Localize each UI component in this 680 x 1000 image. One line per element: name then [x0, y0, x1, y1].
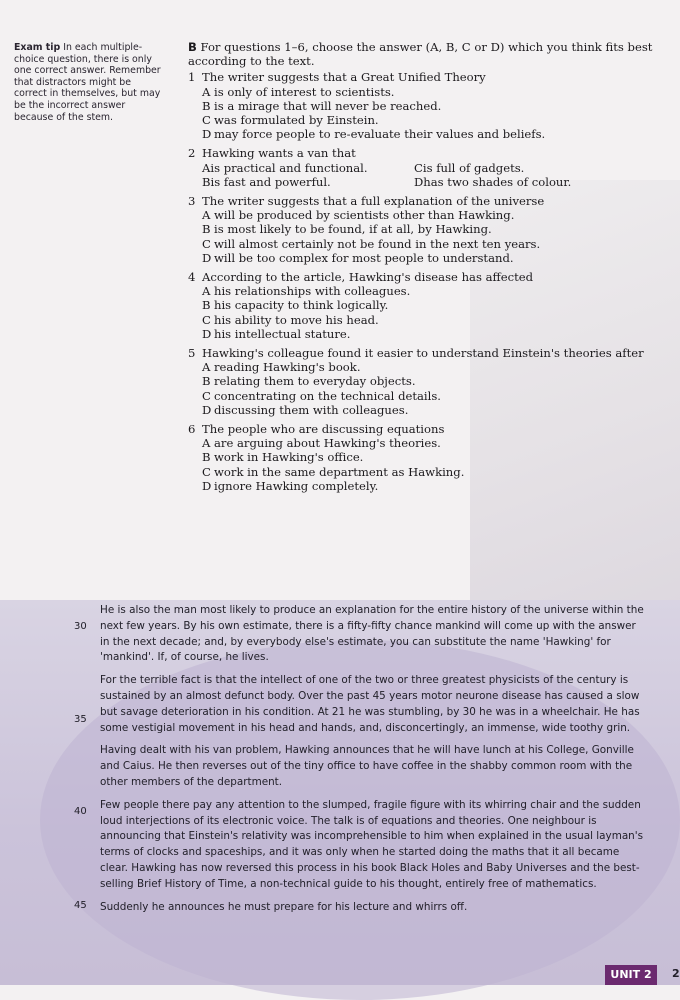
answer-option: [188, 208, 668, 222]
answer-option: [188, 85, 668, 99]
option-text: relating them to everyday objects.: [214, 374, 416, 389]
question-1: [188, 70, 668, 146]
option-text: his relationships with colleagues.: [214, 284, 411, 299]
question-4: [188, 270, 668, 346]
question-stem: [188, 270, 668, 284]
option-text: work in Hawking's office.: [214, 450, 364, 465]
question-6: [188, 422, 668, 498]
option-text: reading Hawking's book.: [214, 360, 361, 375]
question-number: 4: [188, 270, 196, 285]
exam-tip: [14, 42, 164, 123]
option-letter: B: [202, 98, 211, 113]
answer-option: [188, 251, 668, 265]
answer-option: [188, 479, 668, 493]
article-paragraph: Having dealt with his van problem, Hawking announces that he will have lunch at his College, Gonville and Caius. He then reverses out of the tiny office to have coffee in the shabby common room with the other members of the department.: [100, 744, 634, 788]
option-text: will almost certainly not be found in the next ten years.: [214, 236, 541, 251]
question-stem-text: The writer suggests that a Great Unified Theory: [202, 70, 486, 85]
option-text: is most likely to be found, if at all, by Hawking.: [214, 222, 492, 237]
option-letter: A: [202, 84, 211, 99]
option-letter: C: [414, 160, 423, 175]
line-number: 45: [74, 900, 87, 911]
section-letter: B: [188, 40, 197, 54]
questions-section: [188, 40, 668, 498]
question-5: [188, 346, 668, 422]
question-stem-text: The writer suggests that a full explanation of the universe: [202, 194, 545, 209]
option-text: his intellectual stature.: [214, 326, 351, 341]
option-letter: A: [202, 436, 211, 451]
option-text: his ability to move his head.: [214, 312, 379, 327]
option-letter: B: [202, 222, 211, 237]
question-stem: [188, 346, 668, 360]
option-text: work in the same department as Hawking.: [214, 464, 465, 479]
answer-option: [188, 113, 668, 127]
article-paragraph: Suddenly he announces he must prepare for his lecture and whirrs off.: [100, 900, 468, 913]
answer-option: [188, 389, 668, 403]
answer-option: [188, 327, 668, 341]
option-row: [188, 175, 668, 189]
question-stem: [188, 194, 668, 208]
section-instruction: [188, 40, 668, 68]
exam-tip-body: In each multiple-choice question, there is only one correct answer. Remember that distractors might be correct in themselves, but may be the incorrect answer because of the stem.: [14, 42, 161, 123]
option-letter: A: [202, 360, 211, 375]
answer-option: [188, 99, 668, 113]
option-letter: B: [202, 298, 211, 313]
article-paragraph: Few people there pay any attention to the slumped, fragile figure with its whirring chair and the sudden loud interjections of its electronic voice. The talk is of equations and theories. One neighbour is announcing that Einstein's relativity was incomprehensible to him when explained in the usual layman's terms of clocks and spaceships, and it was only when he started doing the maths that it all became clear. Hawking has now reversed this process in his book Black Holes and Baby Universes and the best-selling Brief History of Time, a non-technical guide to his thought, entirely free of mathematics.: [100, 798, 644, 890]
option-letter: D: [202, 326, 212, 341]
answer-option: [188, 450, 668, 464]
unit-badge: UNIT 2: [605, 965, 657, 985]
option-letter: A: [202, 284, 211, 299]
option-letter: B: [202, 450, 211, 465]
question-number: 3: [188, 194, 196, 209]
option-text: is only of interest to scientists.: [214, 84, 395, 99]
option-text: is fast and powerful.: [210, 174, 331, 189]
question-stem-text: According to the article, Hawking's disease has affected: [202, 270, 534, 285]
question-stem-text: The people who are discussing equations: [202, 422, 445, 437]
page-number: 2: [672, 967, 680, 980]
option-letter: D: [202, 250, 212, 265]
option-letter: A: [202, 208, 211, 223]
question-stem-text: Hawking wants a van that: [202, 146, 356, 161]
line-number: 30: [74, 621, 87, 632]
answer-option: [188, 436, 668, 450]
answer-option: [414, 161, 626, 175]
option-text: will be too complex for most people to understand.: [214, 250, 514, 265]
answer-option: [414, 175, 626, 189]
answer-option: [202, 175, 414, 189]
answer-option: [188, 374, 668, 388]
answer-option: [188, 298, 668, 312]
option-text: is practical and functional.: [210, 160, 368, 175]
option-text: are arguing about Hawking's theories.: [214, 436, 441, 451]
answer-option: [188, 403, 668, 417]
line-number: 40: [74, 806, 87, 817]
option-text: discussing them with colleagues.: [214, 402, 409, 417]
section-instruction-text: For questions 1–6, choose the answer (A, B, C or D) which you think fits best according to the text.: [188, 40, 653, 69]
option-letter: C: [202, 464, 211, 479]
answer-option: [188, 127, 668, 141]
answer-option: [188, 313, 668, 327]
question-2: [188, 146, 668, 194]
option-text: is a mirage that will never be reached.: [214, 98, 442, 113]
option-row: [188, 161, 668, 175]
question-3: [188, 194, 668, 270]
answer-option: [188, 465, 668, 479]
question-number: 6: [188, 422, 196, 437]
option-text: ignore Hawking completely.: [214, 478, 379, 493]
answer-option: [188, 222, 668, 236]
option-letter: A: [202, 160, 211, 175]
option-letter: B: [202, 174, 211, 189]
question-stem: [188, 70, 668, 84]
answer-option: [188, 237, 668, 251]
question-stem-text: Hawking's colleague found it easier to understand Einstein's theories after: [202, 346, 644, 361]
option-letter: C: [202, 312, 211, 327]
question-number: 5: [188, 346, 196, 361]
article-paragraph: For the terrible fact is that the intellect of one of the two or three greatest physicists of the century is sustained by an almost defunct body. Over the past 45 years motor neurone disease has caused a slow but savage deterioration in his condition. At 21 he was stumbling, by 30 he was in a wheelchair. He has some vestigial movement in his head and hands, and, disconcertingly, an immense, wide toothy grin.: [100, 674, 640, 734]
option-text: was formulated by Einstein.: [214, 113, 379, 128]
answer-option: [188, 284, 668, 298]
option-letter: D: [414, 174, 424, 189]
question-number: 2: [188, 146, 196, 161]
option-text: his capacity to think logically.: [214, 298, 389, 313]
line-number: 35: [74, 714, 87, 725]
question-list: [188, 70, 668, 498]
question-stem: [188, 146, 668, 160]
exam-tip-heading: Exam tip: [14, 42, 61, 53]
question-stem: [188, 422, 668, 436]
question-number: 1: [188, 70, 196, 85]
article-paragraph: He is also the man most likely to produce an explanation for the entire history of the universe within the next few years. By his own estimate, there is a fifty-fifty chance mankind will come up with the answer in the next decade; and, by everybody else's estimate, you can substitute the name 'Hawking' for 'mankind'. If, of course, he lives.: [100, 604, 644, 664]
option-text: is full of gadgets.: [422, 160, 525, 175]
option-letter: C: [202, 113, 211, 128]
option-text: will be produced by scientists other than Hawking.: [214, 208, 515, 223]
option-letter: D: [202, 127, 212, 142]
option-letter: D: [202, 478, 212, 493]
answer-option: [202, 161, 414, 175]
option-text: has two shades of colour.: [423, 174, 572, 189]
article-text: [100, 603, 645, 922]
option-letter: B: [202, 374, 211, 389]
option-letter: C: [202, 236, 211, 251]
option-letter: D: [202, 402, 212, 417]
option-text: may force people to re-evaluate their values and beliefs.: [214, 127, 546, 142]
option-letter: C: [202, 388, 211, 403]
answer-option: [188, 360, 668, 374]
option-text: concentrating on the technical details.: [214, 388, 441, 403]
